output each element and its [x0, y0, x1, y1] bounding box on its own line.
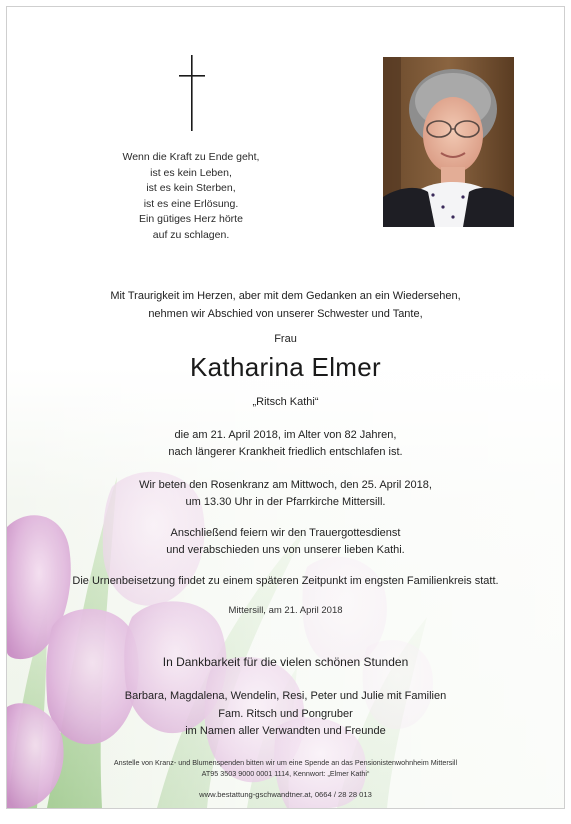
urn-notice [7, 573, 564, 590]
deceased-name: Katharina Elmer [190, 352, 381, 382]
intro-text [7, 287, 564, 323]
poem-line: auf zu schlagen. [152, 228, 230, 241]
donation-note [7, 758, 564, 779]
service-notice [7, 525, 564, 559]
rosary-line: Wir beten den Rosenkranz am Mittwoch, den 25. April 2018, [139, 479, 432, 491]
service-line: Anschließend feiern wir den Trauergottesdienst [170, 527, 401, 539]
family-line: Fam. Ritsch und Pongruber [218, 707, 353, 720]
rosary-line: um 13.30 Uhr in der Pfarrkirche Mittersill. [185, 496, 386, 508]
urn-line: Die Urnenbeisetzung findet zu einem späteren Zeitpunkt im engsten Familienkreis statt. [72, 575, 499, 587]
family-signatures [7, 688, 564, 741]
poem-line: ist es eine Erlösung. [143, 197, 239, 210]
salutation: Frau [274, 333, 297, 345]
nickname: „Ritsch Kathi“ [252, 396, 319, 408]
portrait-photo [383, 57, 514, 227]
donation-line: AT95 3503 9000 0001 1114, Kennwort: „Elmer Kathi“ [201, 768, 370, 778]
poem [91, 150, 291, 244]
rosary-notice [7, 477, 564, 511]
poem-line: ist es kein Sterben, [146, 182, 236, 195]
obituary-card [6, 6, 565, 809]
footer-contact: www.bestattung-gschwandtner.at, 0664 / 28 28 013 [199, 790, 372, 799]
intro-line: Mit Traurigkeit im Herzen, aber mit dem Gedanken an ein Wiedersehen, [110, 290, 461, 302]
thanks-heading: In Dankbarkeit für die vielen schönen Stunden [162, 655, 409, 669]
poem-line: ist es kein Leben, [150, 166, 232, 179]
death-line: die am 21. April 2018, im Alter von 82 Jahren, [174, 429, 397, 441]
intro-line: nehmen wir Abschied von unserer Schwester und Tante, [148, 308, 423, 320]
poem-line: Ein gütiges Herz hörte [139, 213, 243, 226]
service-line: und verabschieden uns von unserer lieben Kathi. [166, 544, 405, 556]
poem-line: Wenn die Kraft zu Ende geht, [122, 151, 260, 163]
death-line: nach längerer Krankheit friedlich entschlafen ist. [168, 446, 403, 458]
death-notice [7, 427, 564, 461]
family-line: im Namen aller Verwandten und Freunde [185, 725, 386, 737]
place-date: Mittersill, am 21. April 2018 [228, 605, 343, 616]
family-line: Barbara, Magdalena, Wendelin, Resi, Peter und Julie mit Familien [124, 690, 447, 702]
cross-icon [177, 55, 207, 131]
donation-line: Anstelle von Kranz- und Blumenspenden bitten wir um eine Spende an das Pensionistenwohnheim Mittersill [113, 758, 458, 767]
